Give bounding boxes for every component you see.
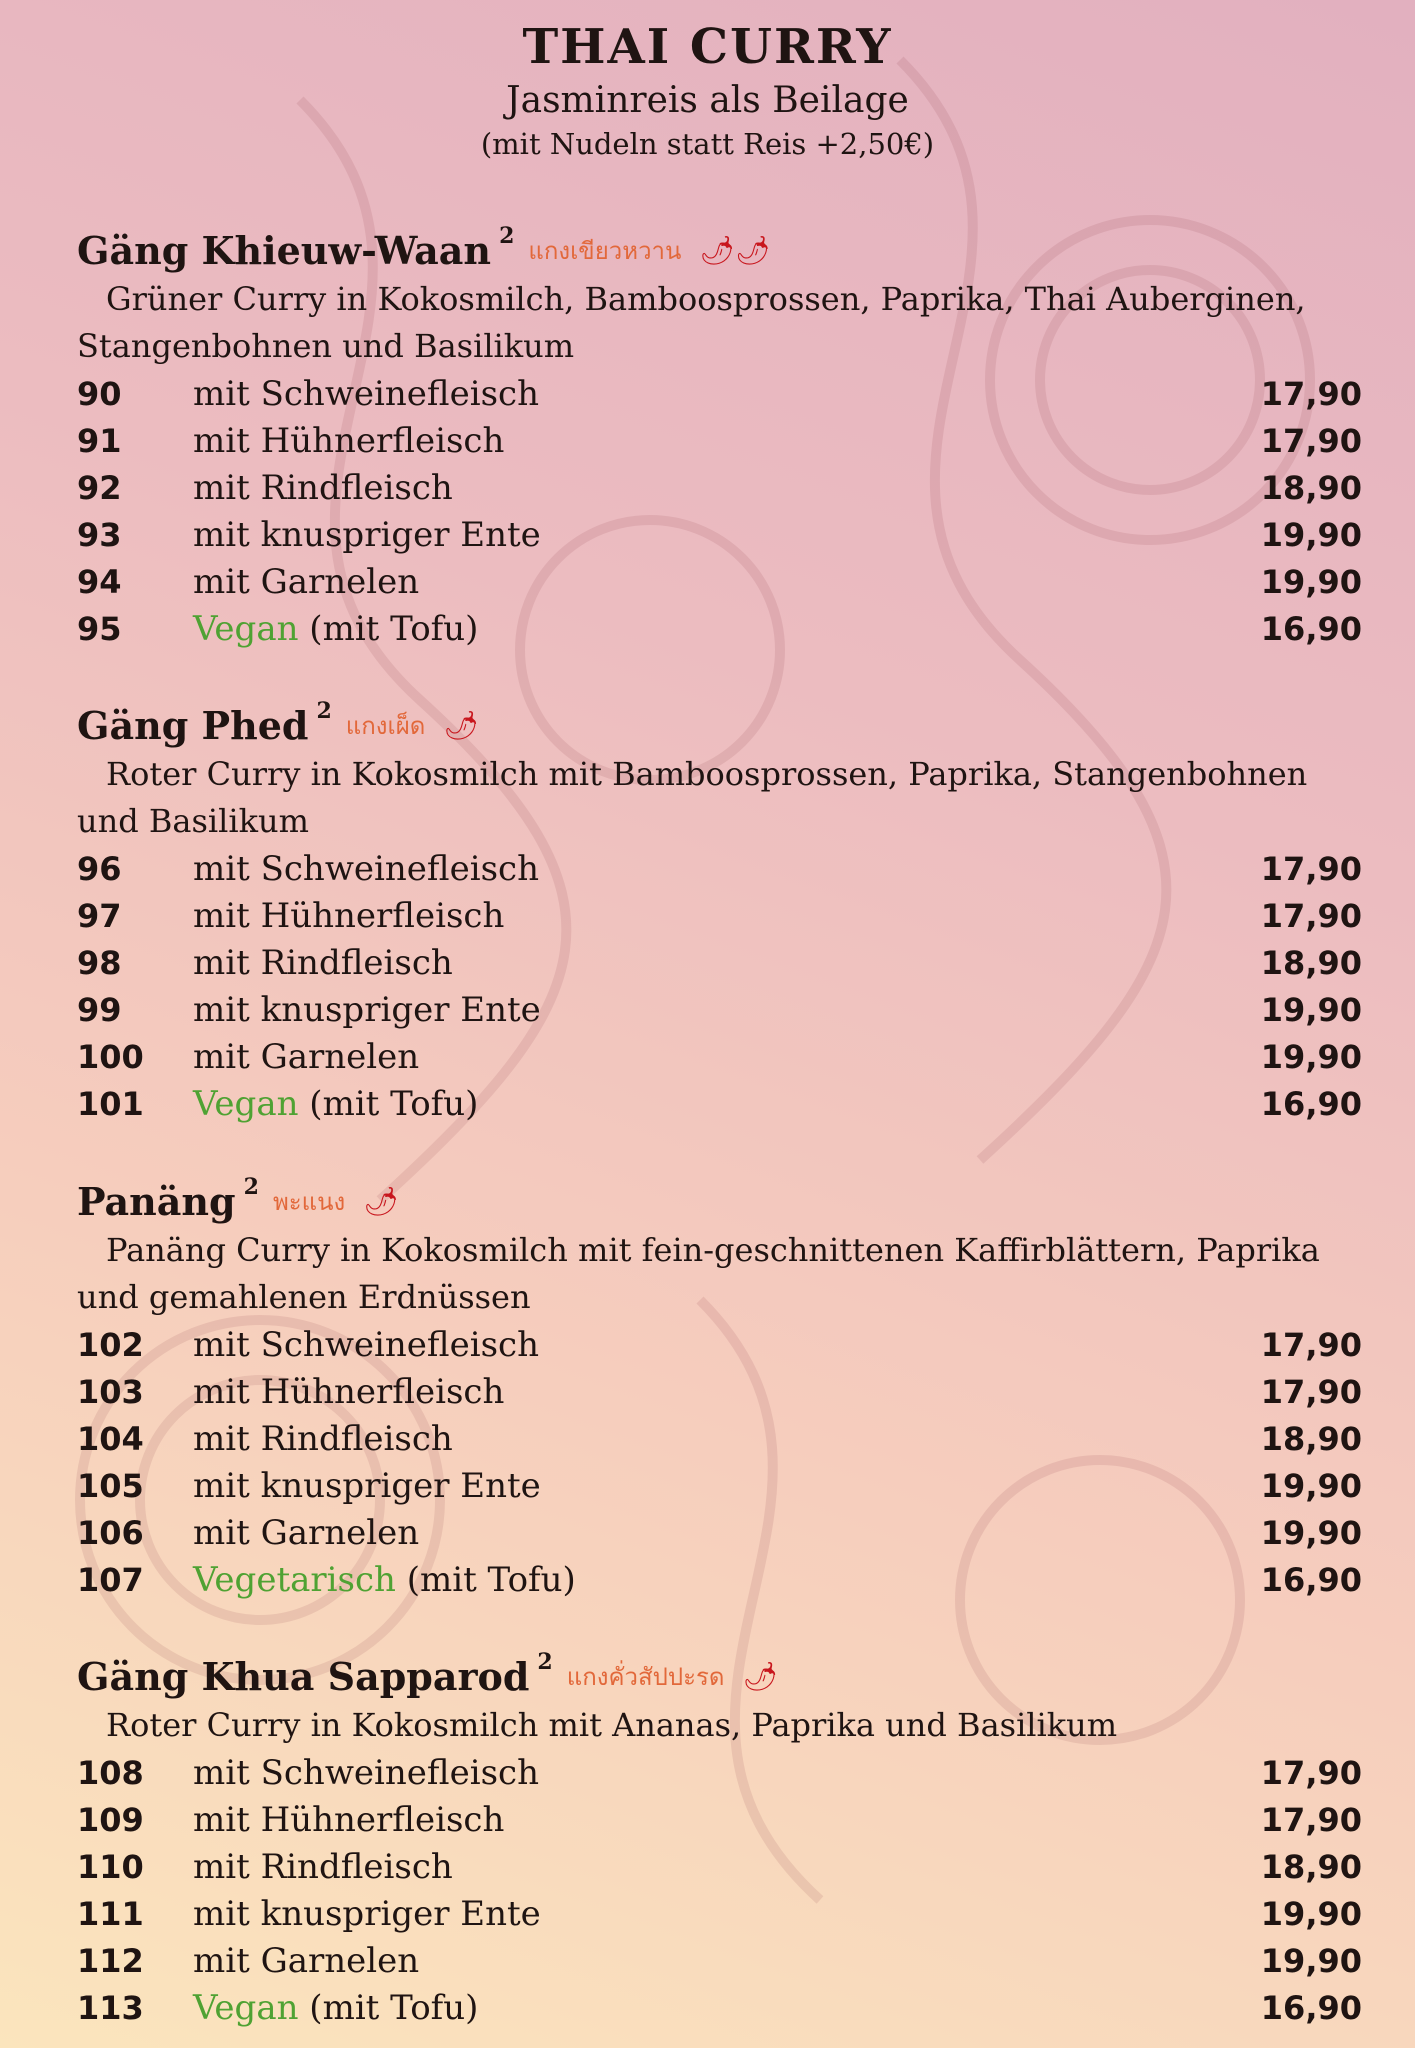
item-price: 16,90 — [1260, 609, 1362, 648]
section-name: Panäng — [77, 1178, 236, 1224]
item-name: mit knuspriger Ente — [193, 1893, 541, 1934]
item-name: mit Schweinefleisch — [193, 1324, 539, 1365]
item-name: mit Garnelen — [193, 561, 420, 602]
item-number: 100 — [77, 1037, 144, 1076]
item-price: 16,90 — [1260, 1560, 1362, 1599]
item-name-rest: (mit Tofu) — [298, 1987, 479, 2028]
menu-item — [77, 1890, 1362, 1937]
item-price: 19,90 — [1260, 990, 1362, 1029]
item-name: mit Schweinefleisch — [193, 373, 539, 414]
chili-icon: 🌶 — [734, 233, 771, 267]
thai-name: พะแนง — [272, 1187, 346, 1216]
section-description: Panäng Curry in Kokosmilch mit fein-geschnittenen Kaffirblättern, Paprika und gemahlenen Erdnüssen — [77, 1231, 1320, 1316]
section-panaeng — [77, 1175, 1362, 1603]
menu-item — [77, 1749, 1362, 1796]
section-gaeng-khua-sapparod — [77, 1650, 1362, 2031]
vegan-label: Vegan — [193, 1987, 299, 2028]
thai-name: แกงคั่วสัปปะรด — [566, 1662, 725, 1691]
item-name: mit Hühnerfleisch — [193, 895, 505, 936]
item-price: 17,90 — [1260, 849, 1362, 888]
menu-item — [77, 1556, 1362, 1603]
item-name: mit Schweinefleisch — [193, 1752, 539, 1793]
menu-item — [77, 1080, 1362, 1127]
chili-icon: 🌶 — [443, 708, 479, 742]
menu-item — [77, 1368, 1362, 1415]
menu-item — [77, 939, 1362, 986]
menu-item — [77, 1796, 1362, 1843]
item-price: 18,90 — [1260, 1847, 1362, 1886]
page-subtitle: Jasminreis als Beilage — [506, 80, 909, 121]
item-number: 107 — [77, 1560, 144, 1599]
item-name: mit Garnelen — [193, 1036, 420, 1077]
item-price: 19,90 — [1260, 1513, 1362, 1552]
item-number: 101 — [77, 1084, 144, 1123]
menu-header — [0, 18, 1415, 164]
menu-item — [77, 1843, 1362, 1890]
item-number: 96 — [77, 849, 122, 888]
menu-item — [77, 1937, 1362, 1984]
menu-item — [77, 892, 1362, 939]
item-name: mit Garnelen — [193, 1940, 420, 1981]
allergen-note: 2 — [316, 698, 332, 724]
spicy-rating — [742, 1660, 778, 1693]
item-name — [193, 1084, 1261, 1124]
item-price: 19,90 — [1260, 515, 1362, 554]
item-name: mit Hühnerfleisch — [193, 1371, 505, 1412]
item-number: 92 — [77, 468, 122, 507]
item-name: mit Hühnerfleisch — [193, 420, 505, 461]
menu-item — [77, 1509, 1362, 1556]
menu-item — [77, 605, 1362, 652]
item-price: 17,90 — [1260, 1753, 1362, 1792]
chili-icon: 🌶 — [363, 1184, 399, 1218]
menu-item — [77, 986, 1362, 1033]
item-number: 105 — [77, 1466, 144, 1505]
item-number: 112 — [77, 1941, 144, 1980]
allergen-note: 2 — [243, 1174, 259, 1200]
section-description: Roter Curry in Kokosmilch mit Bamboosprossen, Paprika, Stangenbohnen und Basilikum — [77, 755, 1308, 840]
item-name: mit Rindfleisch — [193, 942, 453, 983]
item-name: mit Schweinefleisch — [193, 848, 539, 889]
item-number: 102 — [77, 1325, 144, 1364]
item-price: 18,90 — [1260, 1419, 1362, 1458]
item-number: 109 — [77, 1800, 144, 1839]
menu-item — [77, 845, 1362, 892]
section-description: Roter Curry in Kokosmilch mit Ananas, Paprika und Basilikum — [106, 1706, 1118, 1744]
item-number: 104 — [77, 1419, 144, 1458]
item-name: mit knuspriger Ente — [193, 989, 541, 1030]
section-heading — [77, 224, 1362, 276]
item-number: 110 — [77, 1847, 144, 1886]
item-number: 93 — [77, 515, 122, 554]
item-name-rest: (mit Tofu) — [298, 1083, 479, 1124]
allergen-note: 2 — [499, 223, 515, 249]
thai-name: แกงเผ็ด — [345, 711, 426, 740]
vegan-label: Vegan — [193, 608, 299, 649]
section-heading — [77, 1650, 1362, 1702]
item-price: 18,90 — [1260, 468, 1362, 507]
item-price: 17,90 — [1260, 1800, 1362, 1839]
section-name: Gäng Phed — [77, 702, 309, 748]
section-gaeng-phed — [77, 699, 1362, 1127]
item-name: mit Rindfleisch — [193, 467, 453, 508]
item-price: 19,90 — [1260, 1941, 1362, 1980]
item-number: 97 — [77, 896, 122, 935]
spicy-rating — [699, 234, 770, 267]
section-name: Gäng Khua Sapparod — [77, 1653, 530, 1699]
item-name — [193, 609, 1261, 649]
item-name: mit Rindfleisch — [193, 1418, 453, 1459]
item-price: 16,90 — [1260, 1988, 1362, 2027]
item-number: 99 — [77, 990, 122, 1029]
item-name: mit knuspriger Ente — [193, 1465, 541, 1506]
item-number: 98 — [77, 943, 122, 982]
section-name: Gäng Khieuw-Waan — [77, 227, 492, 273]
item-number: 103 — [77, 1372, 144, 1411]
item-price: 19,90 — [1260, 562, 1362, 601]
section-heading — [77, 1175, 1362, 1227]
item-price: 19,90 — [1260, 1037, 1362, 1076]
section-gaeng-khieuw-waan — [77, 224, 1362, 652]
item-name: mit knuspriger Ente — [193, 514, 541, 555]
item-number: 95 — [77, 609, 122, 648]
item-name — [193, 1560, 1261, 1600]
item-number: 113 — [77, 1988, 144, 2027]
item-price: 19,90 — [1260, 1466, 1362, 1505]
menu-item — [77, 1984, 1362, 2031]
menu-item — [77, 558, 1362, 605]
item-price: 17,90 — [1260, 1325, 1362, 1364]
item-number: 90 — [77, 374, 122, 413]
menu-item — [77, 417, 1362, 464]
page-title: THAI CURRY — [522, 19, 893, 75]
item-number: 108 — [77, 1753, 144, 1792]
item-price: 19,90 — [1260, 1894, 1362, 1933]
item-name: mit Hühnerfleisch — [193, 1799, 505, 1840]
menu-item — [77, 511, 1362, 558]
menu-item — [77, 1462, 1362, 1509]
menu-item — [77, 1321, 1362, 1368]
spicy-rating — [363, 1185, 399, 1218]
chili-icon: 🌶 — [742, 1659, 778, 1693]
item-price: 17,90 — [1260, 896, 1362, 935]
chili-icon: 🌶 — [699, 233, 735, 267]
item-price: 16,90 — [1260, 1084, 1362, 1123]
item-name-rest: (mit Tofu) — [395, 1559, 576, 1600]
thai-name: แกงเขียวหวาน — [528, 236, 682, 265]
item-price: 18,90 — [1260, 943, 1362, 982]
spicy-rating — [443, 709, 479, 742]
item-price: 17,90 — [1260, 1372, 1362, 1411]
menu-item — [77, 370, 1362, 417]
item-price: 17,90 — [1260, 421, 1362, 460]
section-heading — [77, 699, 1362, 751]
item-number: 91 — [77, 421, 122, 460]
item-price: 17,90 — [1260, 374, 1362, 413]
item-number: 106 — [77, 1513, 144, 1552]
vegetarian-label: Vegetarisch — [193, 1559, 396, 1600]
menu-item — [77, 1415, 1362, 1462]
menu-item — [77, 1033, 1362, 1080]
item-name — [193, 1988, 1261, 2028]
vegan-label: Vegan — [193, 1083, 299, 1124]
section-description: Grüner Curry in Kokosmilch, Bamboosprossen, Paprika, Thai Auberginen, Stangenbohnen und Basilikum — [77, 280, 1306, 365]
item-number: 94 — [77, 562, 122, 601]
menu-item — [77, 464, 1362, 511]
item-number: 111 — [77, 1894, 144, 1933]
allergen-note: 2 — [537, 1649, 553, 1675]
noodle-note: (mit Nudeln statt Reis +2,50€) — [480, 127, 935, 161]
item-name: mit Rindfleisch — [193, 1846, 453, 1887]
item-name: mit Garnelen — [193, 1512, 420, 1553]
item-name-rest: (mit Tofu) — [298, 608, 479, 649]
